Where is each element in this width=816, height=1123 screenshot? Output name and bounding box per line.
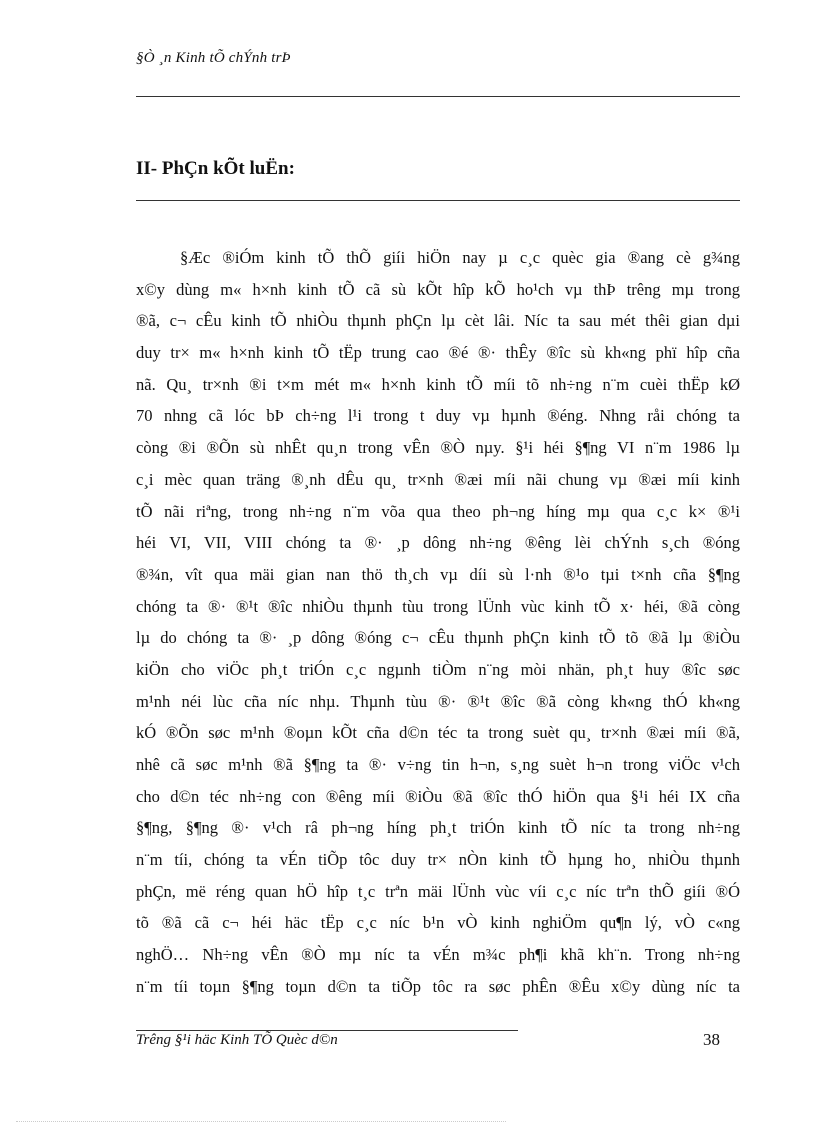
paragraph-line: tõ ®ã cã c¬ héi häc tËp c¸c níc b¹n vÒ kinh nghiÖm qu¶n lý, vÒ c«ng bbox=[136, 913, 740, 933]
footer-divider bbox=[136, 1030, 518, 1031]
paragraph-line: c¸i mèc quan träng ®¸nh dÊu qu¸ tr×nh ®æi míi nãi chung vµ ®æi míi kinh bbox=[136, 469, 740, 489]
header-divider bbox=[136, 96, 740, 97]
paragraph-line: lµ do chóng ta ®· ¸p dông ®óng c¬ cÊu thµnh phÇn kinh tÕ tõ ®ã lµ ®iÒu bbox=[136, 628, 740, 648]
paragraph-line: §Æc ®iÓm kinh tÕ thÕ giíi hiÖn nay µ c¸c quèc gia ®ang cè g¾ng bbox=[180, 248, 740, 267]
paragraph-line: m¹nh néi lùc cña níc nhµ. Thµnh tùu ®· ®¹t ®îc ®ã còng kh«ng thÓ kh«ng bbox=[136, 691, 740, 711]
paragraph-line: phÇn, më réng quan hÖ hîp t¸c trªn mäi lÜnh vùc víi c¸c níc trªn thÕ giíi ®Ó bbox=[136, 881, 740, 901]
paragraph-line: chóng ta ®· ®¹t ®îc nhiÒu thµnh tùu trong lÜnh vùc kinh tÕ x· héi, ®ã còng bbox=[136, 596, 740, 616]
section-divider bbox=[136, 200, 740, 201]
paragraph-line: ®ã, c¬ cÊu kinh tÕ nhiÒu thµnh phÇn lµ cèt lâi. Níc ta sau mét thêi gian dµi bbox=[136, 311, 740, 331]
paragraph-line: x©y dùng m« h×nh kinh tÕ cã sù kÕt hîp kÕ ho¹ch vµ thÞ trêng mµ trong bbox=[136, 279, 740, 299]
paragraph-line: tÕ nãi riªng, trong nh÷ng n¨m võa qua theo ph¬ng híng mµ qua c¸c k× ®¹i bbox=[136, 501, 740, 521]
paragraph-line: 70 nhng cã lóc bÞ ch÷ng l¹i trong t duy vµ hµnh ®éng. Nhng råi chóng ta bbox=[136, 406, 740, 426]
paragraph-line: nghÖ… Nh÷ng vÊn ®Ò mµ níc ta vÉn m¾c ph¶i khã kh¨n. Trong nh÷ng bbox=[136, 945, 740, 965]
paragraph-line: còng ®i ®Õn sù nhÊt qu¸n trong vÊn ®Ò nµy. §¹i héi §¶ng VI n¨m 1986 lµ bbox=[136, 438, 740, 458]
paragraph-line: nhê cã søc m¹nh ®ã §¶ng ta ®· v÷ng tin h¬n, s¸ng suèt h¬n trong viÖc v¹ch bbox=[136, 755, 740, 774]
footer-source: Trêng §¹i häc Kinh TÕ Quèc d©n bbox=[136, 1032, 338, 1048]
paragraph-line: n¨m tíi toµn §¶ng toµn d©n ta tiÕp tôc ra søc phÊn ®Êu x©y dùng níc ta bbox=[136, 976, 740, 996]
section-heading: II- PhÇn kÕt luËn: bbox=[136, 158, 295, 179]
running-header: §Ò ¸n Kinh tÕ chÝnh trÞ bbox=[136, 50, 292, 66]
body-paragraph bbox=[136, 242, 740, 1003]
paragraph-line: héi VI, VII, VIII chóng ta ®· ¸p dông nh÷ng ®êng lèi chÝnh s¸ch ®óng bbox=[136, 533, 740, 553]
page-number: 38 bbox=[703, 1030, 720, 1049]
paragraph-line: duy tr× m« h×nh kinh tÕ tËp trung cao ®é ®· thÊy ®îc sù kh«ng phï hîp cña bbox=[136, 343, 740, 363]
page-bottom-edge bbox=[16, 1121, 506, 1122]
paragraph-line: kÓ ®Õn søc m¹nh ®oµn kÕt cña d©n téc ta trong suèt qu¸ tr×nh ®æi míi ®ã, bbox=[136, 723, 740, 743]
paragraph-line: n¨m tíi, chóng ta vÉn tiÕp tôc duy tr× nÒn kinh tÕ hµng ho¸ nhiÒu thµnh bbox=[136, 850, 740, 870]
paragraph-line: ®¾n, vît qua mäi gian nan thö th¸ch vµ díi sù l·nh ®¹o tµi t×nh cña §¶ng bbox=[136, 564, 740, 584]
paragraph-line: §¶ng, §¶ng ®· v¹ch râ ph¬ng híng ph¸t triÓn kinh tÕ níc ta trong nh÷ng bbox=[136, 818, 740, 838]
paragraph-line: nã. Qu¸ tr×nh ®i t×m mét m« h×nh kinh tÕ míi tõ nh÷ng n¨m cuèi thËp kØ bbox=[136, 374, 740, 394]
paragraph-line: kiÖn cho viÖc ph¸t triÓn c¸c ngµnh tiÒm n¨ng mòi nhän, ph¸t huy ®îc søc bbox=[136, 659, 740, 679]
paragraph-line: cho d©n téc nh÷ng con ®êng míi ®iÒu ®ã ®îc thÓ hiÖn qua §¹i héi IX cña bbox=[136, 786, 740, 806]
